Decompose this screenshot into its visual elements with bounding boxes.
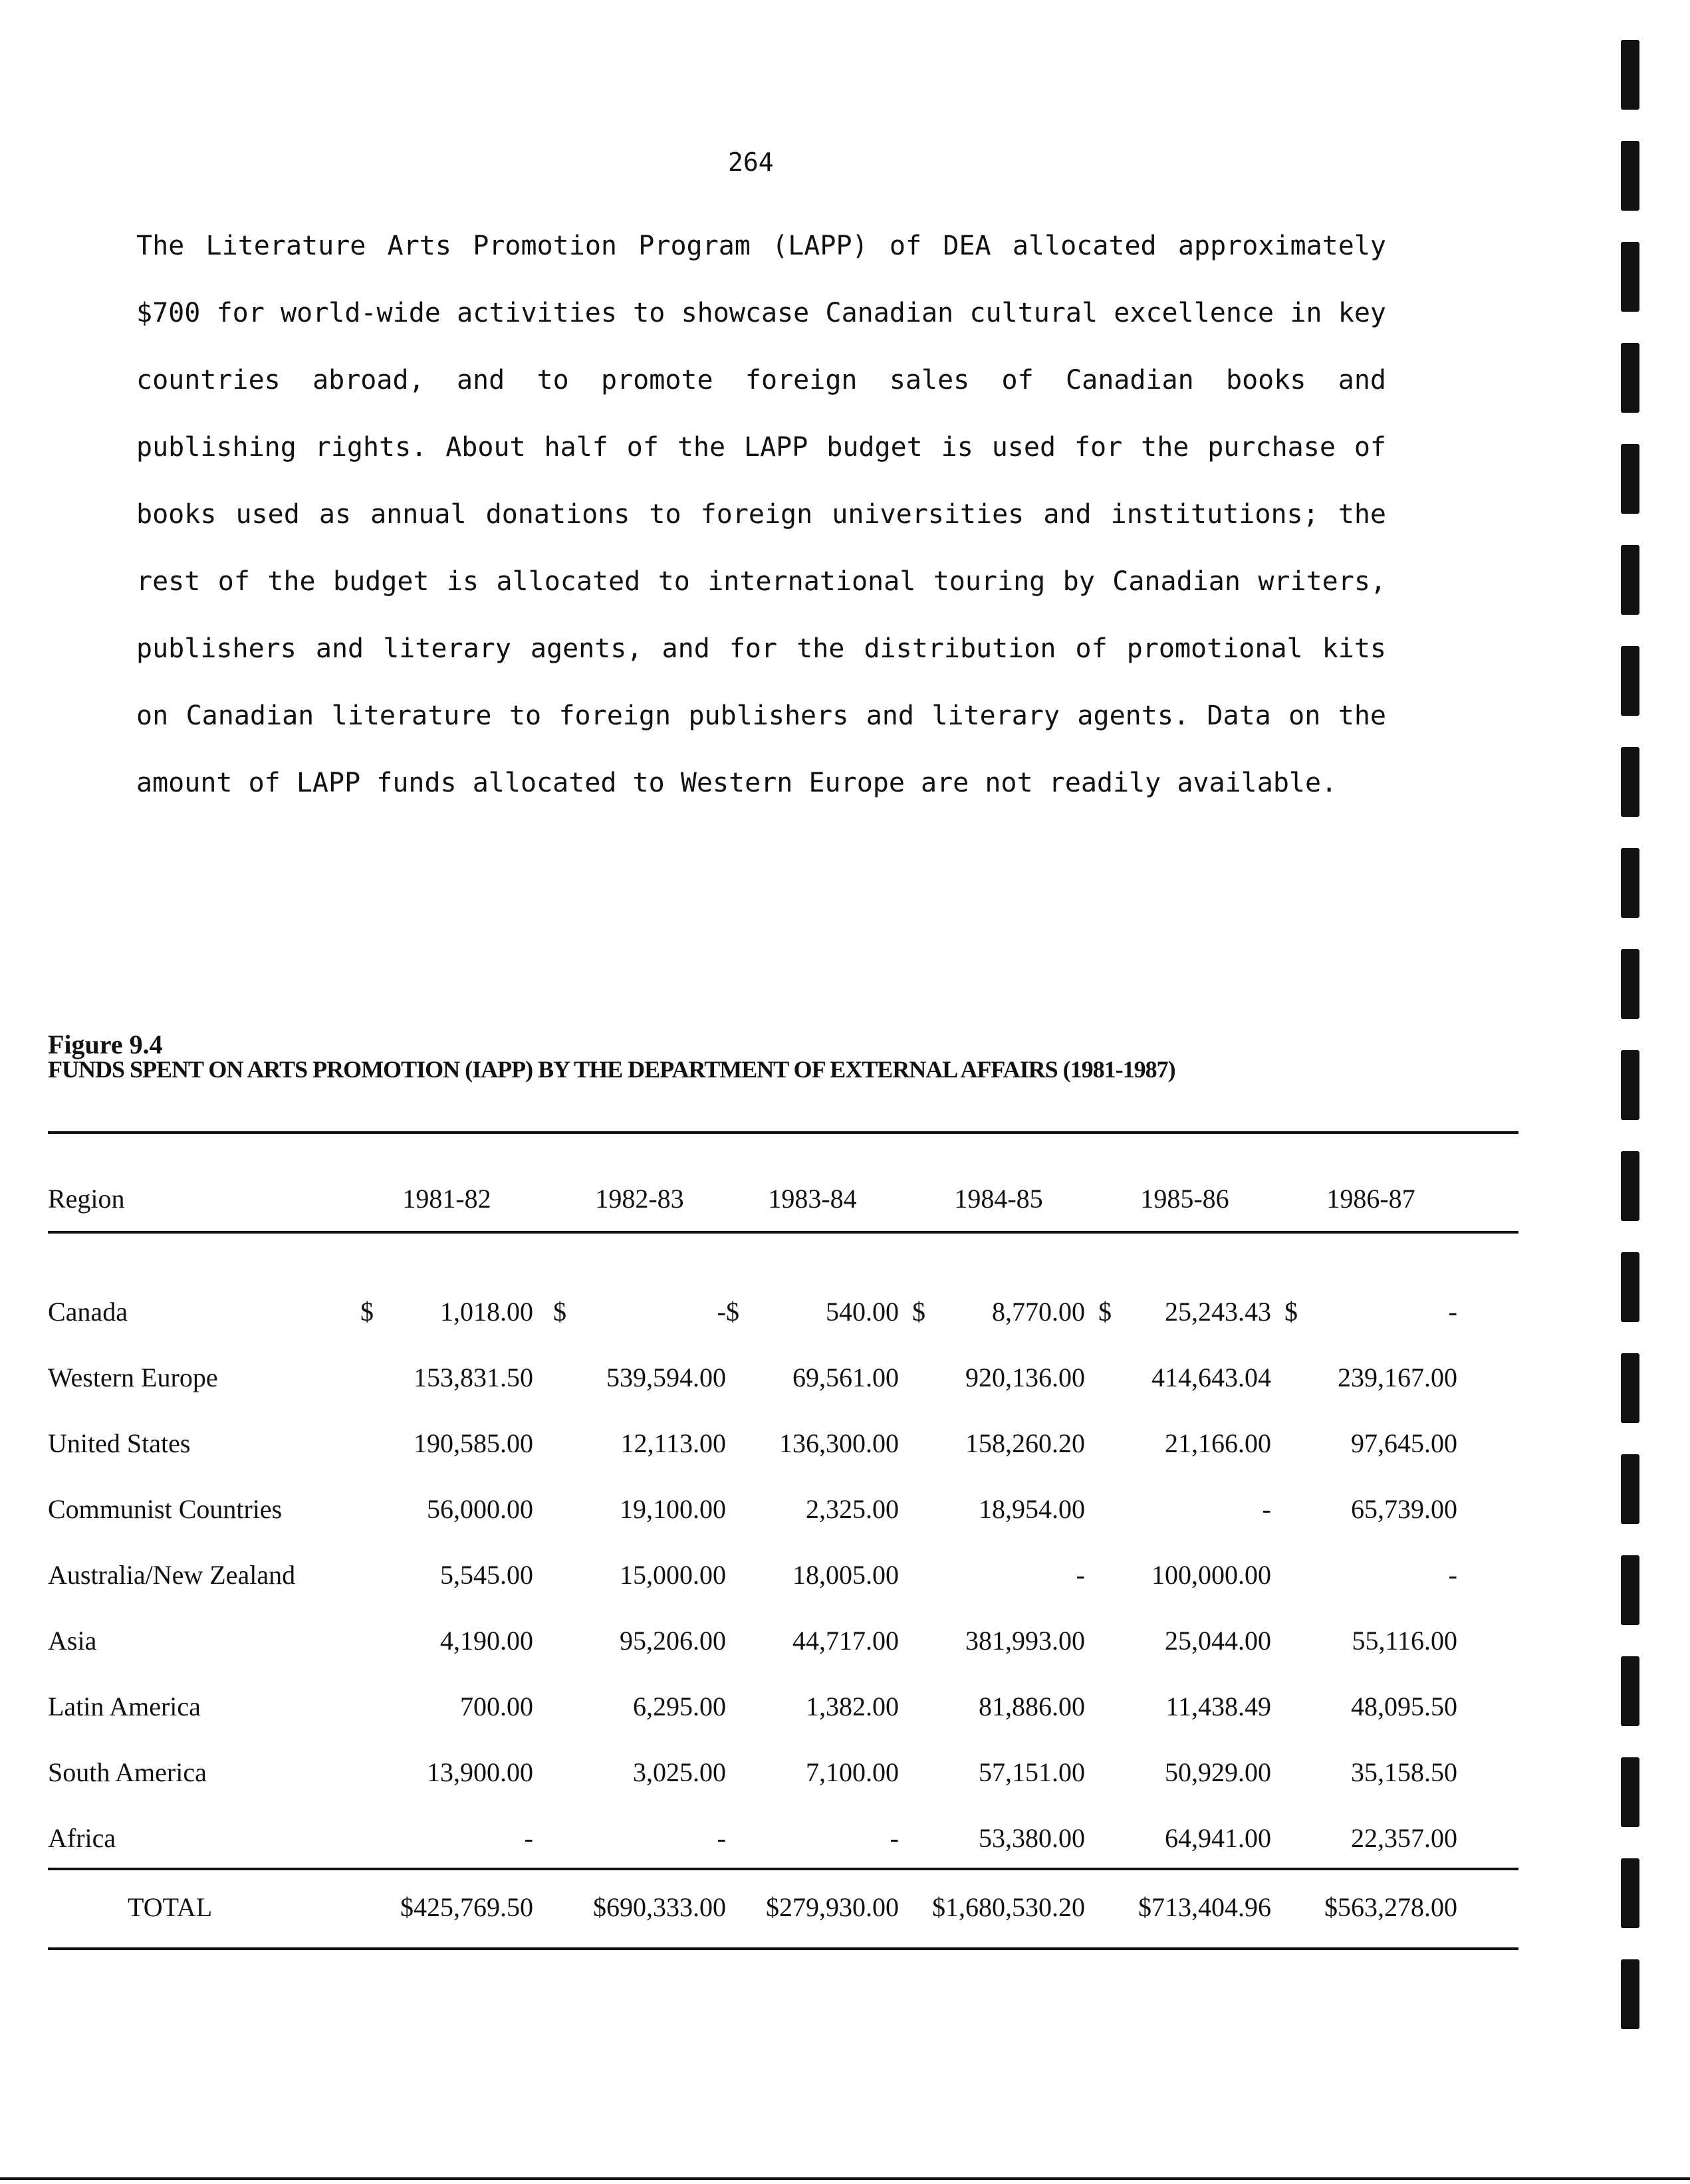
value-cell: 540.00 xyxy=(826,1297,899,1327)
binding-mark xyxy=(1621,242,1639,312)
value-cell: 4,190.00 xyxy=(440,1626,533,1656)
table-row xyxy=(48,1559,1518,1599)
value-cell: 2,325.00 xyxy=(806,1494,899,1524)
value-cell: 95,206.00 xyxy=(620,1626,726,1656)
currency-symbol: $ xyxy=(726,1297,739,1327)
value-cell: 1,018.00 xyxy=(440,1297,533,1327)
total-cell: $563,278.00 xyxy=(1324,1892,1457,1922)
table-row xyxy=(48,1362,1518,1402)
region-label: South America xyxy=(48,1757,207,1787)
currency-symbol: $ xyxy=(553,1297,566,1327)
value-cell: 25,243.43 xyxy=(1165,1297,1271,1327)
binding-mark xyxy=(1621,1151,1639,1221)
value-cell: 50,929.00 xyxy=(1165,1757,1271,1787)
value-cell: 8,770.00 xyxy=(992,1297,1085,1327)
value-cell: 190,585.00 xyxy=(414,1428,533,1458)
table-row xyxy=(48,1625,1518,1665)
header-region: Region xyxy=(48,1184,125,1214)
page-number: 264 xyxy=(728,148,774,177)
table-bottom-rule xyxy=(48,1947,1518,1950)
total-cell: $425,769.50 xyxy=(400,1892,533,1922)
binding-mark xyxy=(1621,646,1639,716)
table-total-row xyxy=(48,1892,1518,1931)
binding-mark xyxy=(1621,1555,1639,1625)
table-total-rule xyxy=(48,1868,1518,1870)
header-1985-86: 1985-86 xyxy=(1140,1184,1229,1214)
value-cell: 12,113.00 xyxy=(620,1428,726,1458)
value-cell: 7,100.00 xyxy=(806,1757,899,1787)
currency-symbol: $ xyxy=(1284,1297,1298,1327)
header-1986-87: 1986-87 xyxy=(1326,1184,1415,1214)
value-cell: - xyxy=(890,1823,899,1853)
currency-symbol: $ xyxy=(1098,1297,1112,1327)
value-cell: 64,941.00 xyxy=(1165,1823,1271,1853)
table-row xyxy=(48,1296,1518,1336)
binding-mark xyxy=(1621,949,1639,1019)
region-label: United States xyxy=(48,1428,191,1458)
value-cell: 920,136.00 xyxy=(965,1363,1085,1392)
value-cell: 13,900.00 xyxy=(427,1757,533,1787)
table-header-row xyxy=(48,1183,1518,1223)
value-cell: 35,158.50 xyxy=(1351,1757,1457,1787)
value-cell: 57,151.00 xyxy=(979,1757,1085,1787)
value-cell: 381,993.00 xyxy=(965,1626,1085,1656)
value-cell: 53,380.00 xyxy=(979,1823,1085,1853)
region-label: Asia xyxy=(48,1626,97,1656)
table-row xyxy=(48,1691,1518,1731)
value-cell: 100,000.00 xyxy=(1151,1560,1271,1590)
figure-title: FUNDS SPENT ON ARTS PROMOTION (IAPP) BY THE DEPARTMENT OF EXTERNAL AFFAIRS (1981-1987) xyxy=(48,1056,1175,1083)
binding-marks xyxy=(1621,27,1647,2087)
region-label: Africa xyxy=(48,1823,116,1853)
value-cell: 153,831.50 xyxy=(414,1363,533,1392)
value-cell: 56,000.00 xyxy=(427,1494,533,1524)
value-cell: - xyxy=(524,1823,533,1853)
value-cell: - xyxy=(717,1823,726,1853)
binding-mark xyxy=(1621,1757,1639,1827)
region-label: Western Europe xyxy=(48,1363,218,1392)
region-label: Communist Countries xyxy=(48,1494,283,1524)
value-cell: 158,260.20 xyxy=(965,1428,1085,1458)
value-cell: 19,100.00 xyxy=(620,1494,726,1524)
figure-label: Figure 9.4 xyxy=(48,1030,163,1059)
table-row xyxy=(48,1493,1518,1533)
body-paragraph: The Literature Arts Promotion Program (LAPP) of DEA allocated approximately $700 for world-wide activities to showcase Canadian cultural excellence in key countries abroad, and to promote foreign sales of Canadian books and publishing rights. About half of the LAPP budget is used for the purchase of books used as annual donations to foreign universities and institutions; the rest of the budget is allocated to international touring by Canadian writers, publishers and literary agents, and for the distribution of promotional kits on Canadian literature to foreign publishers and literary agents. Data on the amount of LAPP funds allocated to Western Europe are not readily available. xyxy=(136,231,1386,798)
value-cell: 48,095.50 xyxy=(1351,1692,1457,1721)
binding-mark xyxy=(1621,1050,1639,1120)
table-header-rule xyxy=(48,1231,1518,1234)
table-row xyxy=(48,1757,1518,1797)
value-cell: 44,717.00 xyxy=(792,1626,899,1656)
total-cell: $690,333.00 xyxy=(593,1892,726,1922)
value-cell: 700.00 xyxy=(460,1692,533,1721)
value-cell: - xyxy=(1076,1560,1085,1590)
value-cell: 18,005.00 xyxy=(792,1560,899,1590)
value-cell: - xyxy=(1262,1494,1271,1524)
binding-mark xyxy=(1621,40,1639,110)
total-cell: $713,404.96 xyxy=(1138,1892,1271,1922)
value-cell: 3,025.00 xyxy=(633,1757,726,1787)
value-cell: - xyxy=(717,1297,726,1327)
value-cell: 15,000.00 xyxy=(620,1560,726,1590)
value-cell: 97,645.00 xyxy=(1351,1428,1457,1458)
header-1983-84: 1983-84 xyxy=(768,1184,857,1214)
value-cell: 1,382.00 xyxy=(806,1692,899,1721)
total-cell: $279,930.00 xyxy=(766,1892,899,1922)
currency-symbol: $ xyxy=(912,1297,925,1327)
binding-mark xyxy=(1621,1252,1639,1322)
binding-mark xyxy=(1621,1656,1639,1726)
value-cell: 6,295.00 xyxy=(633,1692,726,1721)
value-cell: 18,954.00 xyxy=(979,1494,1085,1524)
binding-mark xyxy=(1621,343,1639,413)
value-cell: 21,166.00 xyxy=(1165,1428,1271,1458)
value-cell: 5,545.00 xyxy=(440,1560,533,1590)
region-label: Australia/New Zealand xyxy=(48,1560,296,1590)
currency-symbol: $ xyxy=(360,1297,374,1327)
page-edge xyxy=(0,2177,1690,2180)
binding-mark xyxy=(1621,848,1639,918)
value-cell: 136,300.00 xyxy=(779,1428,899,1458)
region-label: Latin America xyxy=(48,1692,201,1721)
header-1982-83: 1982-83 xyxy=(595,1184,684,1214)
binding-mark xyxy=(1621,1353,1639,1423)
value-cell: 65,739.00 xyxy=(1351,1494,1457,1524)
value-cell: - xyxy=(1448,1560,1457,1590)
table-top-rule xyxy=(48,1131,1518,1134)
binding-mark xyxy=(1621,1858,1639,1928)
value-cell: 414,643.04 xyxy=(1151,1363,1271,1392)
value-cell: 239,167.00 xyxy=(1338,1363,1457,1392)
binding-mark xyxy=(1621,444,1639,514)
header-1984-85: 1984-85 xyxy=(954,1184,1043,1214)
table-row xyxy=(48,1822,1518,1862)
value-cell: 11,438.49 xyxy=(1165,1692,1271,1721)
total-label: TOTAL xyxy=(128,1892,213,1922)
value-cell: - xyxy=(1448,1297,1457,1327)
value-cell: 25,044.00 xyxy=(1165,1626,1271,1656)
value-cell: 55,116.00 xyxy=(1352,1626,1457,1656)
binding-mark xyxy=(1621,1454,1639,1524)
binding-mark xyxy=(1621,141,1639,211)
value-cell: 539,594.00 xyxy=(606,1363,726,1392)
value-cell: 81,886.00 xyxy=(979,1692,1085,1721)
binding-mark xyxy=(1621,1959,1639,2029)
value-cell: 69,561.00 xyxy=(792,1363,899,1392)
binding-mark xyxy=(1621,545,1639,615)
binding-mark xyxy=(1621,747,1639,817)
region-label: Canada xyxy=(48,1297,128,1327)
total-cell: $1,680,530.20 xyxy=(932,1892,1085,1922)
table-row xyxy=(48,1428,1518,1468)
header-1981-82: 1981-82 xyxy=(402,1184,491,1214)
value-cell: 22,357.00 xyxy=(1351,1823,1457,1853)
